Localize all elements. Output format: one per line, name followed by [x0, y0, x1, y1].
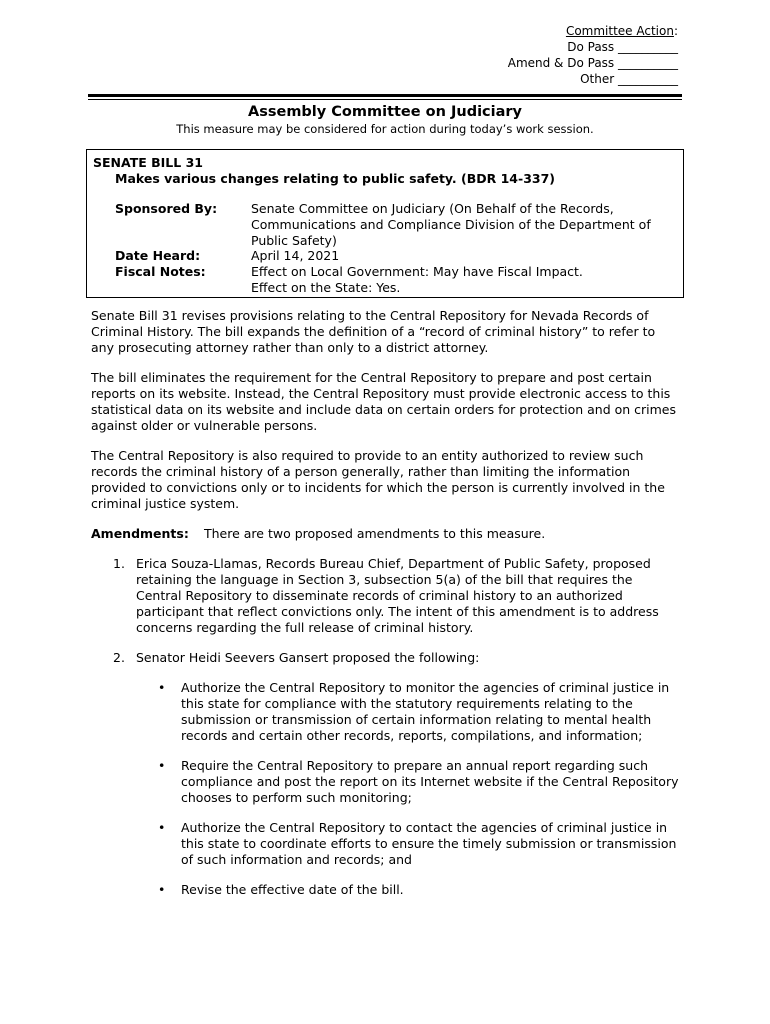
- committee-action-block: [508, 23, 678, 87]
- list-item: [91, 650, 681, 898]
- page-title: Assembly Committee on Judiciary: [248, 104, 522, 120]
- date-heard-label: Date Heard:: [115, 248, 201, 263]
- fiscal-notes-label: Fiscal Notes:: [115, 264, 206, 279]
- list-item: [136, 820, 681, 868]
- amendments-row: [91, 526, 681, 542]
- list-item: [136, 882, 681, 898]
- date-heard-value: April 14, 2021: [251, 248, 340, 263]
- paragraph: The Central Repository is also required to provide to an entity authorized to review such records the criminal history of a person generally, rather than limiting the information provided to convictions only or to incidents for which the person is currently involved in the criminal justice system.: [91, 448, 665, 511]
- header-rule-thin: [88, 99, 682, 100]
- header-rule-thick: [88, 94, 682, 97]
- list-item-text: Erica Souza-Llamas, Records Bureau Chief, Department of Public Safety, proposed retaining the language in Section 3, subsection 5(a) of the bill that requires the Central Repository to disseminate records of criminal history to an authorized participant that reflect convictions only. The intent of this amendment is to address concerns regarding the full release of criminal history.: [136, 556, 659, 635]
- bill-summary-box: [86, 149, 684, 298]
- bullet-icon: •: [158, 820, 166, 835]
- do-pass-line: Do Pass __________: [567, 40, 678, 54]
- bullet-icon: •: [158, 758, 166, 773]
- list-item-text: Authorize the Central Repository to monitor the agencies of criminal justice in this state for compliance with the statutory requirements relating to the submission or transmission of certain information relating to mental health records and certain other records, reports, compilations, and information;: [181, 680, 670, 743]
- other-line: Other __________: [580, 72, 678, 86]
- bill-number: SENATE BILL 31: [93, 155, 203, 170]
- paragraph: Senate Bill 31 revises provisions relating to the Central Repository for Nevada Records of Criminal History. The bill expands the definition of a “record of criminal history” to refer to any prosecuting attorney rather than only to a district attorney.: [91, 308, 656, 355]
- bullet-icon: •: [158, 680, 166, 695]
- list-item-text: Senator Heidi Seevers Gansert proposed the following:: [136, 650, 480, 665]
- page-subtitle: This measure may be considered for action during today’s work session.: [176, 122, 594, 136]
- list-item-text: Revise the effective date of the bill.: [181, 882, 404, 897]
- committee-action-title: Committee Action:: [565, 24, 678, 38]
- bullet-icon: •: [158, 882, 166, 897]
- sponsored-by-label: Sponsored By:: [115, 201, 218, 216]
- sponsored-by-value: Senate Committee on Judiciary (On Behalf of the Records, Communications and Compliance Division of the Department of Public Safety): [251, 201, 651, 248]
- list-item: [136, 758, 681, 806]
- amend-do-pass-line: Amend & Do Pass __________: [507, 56, 678, 70]
- list-number: 2.: [113, 650, 125, 665]
- list-item: [136, 680, 681, 744]
- sub-list: [136, 680, 681, 898]
- document-body: [91, 308, 681, 912]
- amendments-label: Amendments:: [91, 526, 189, 541]
- amendments-intro: There are two proposed amendments to this measure.: [204, 526, 546, 541]
- bill-description: Makes various changes relating to public safety. (BDR 14-337): [115, 171, 556, 186]
- amendments-list: [91, 556, 681, 898]
- list-item: [91, 556, 681, 636]
- fiscal-local-value: Effect on Local Government: May have Fiscal Impact.: [251, 264, 583, 279]
- list-item-text: Authorize the Central Repository to contact the agencies of criminal justice in this state to coordinate efforts to ensure the timely submission or transmission of such information and records; and: [181, 820, 677, 867]
- fiscal-state-value: Effect on the State: Yes.: [251, 280, 401, 295]
- list-number: 1.: [113, 556, 125, 571]
- paragraph: The bill eliminates the requirement for the Central Repository to prepare and post certain reports on its website. Instead, the Central Repository must provide electronic access to this statistical data on its website and include data on certain orders for protection and on crimes against older or vulnerable persons.: [91, 370, 677, 433]
- list-item-text: Require the Central Repository to prepare an annual report regarding such compliance and post the report on its Internet website if the Central Repository chooses to perform such monitoring;: [181, 758, 679, 805]
